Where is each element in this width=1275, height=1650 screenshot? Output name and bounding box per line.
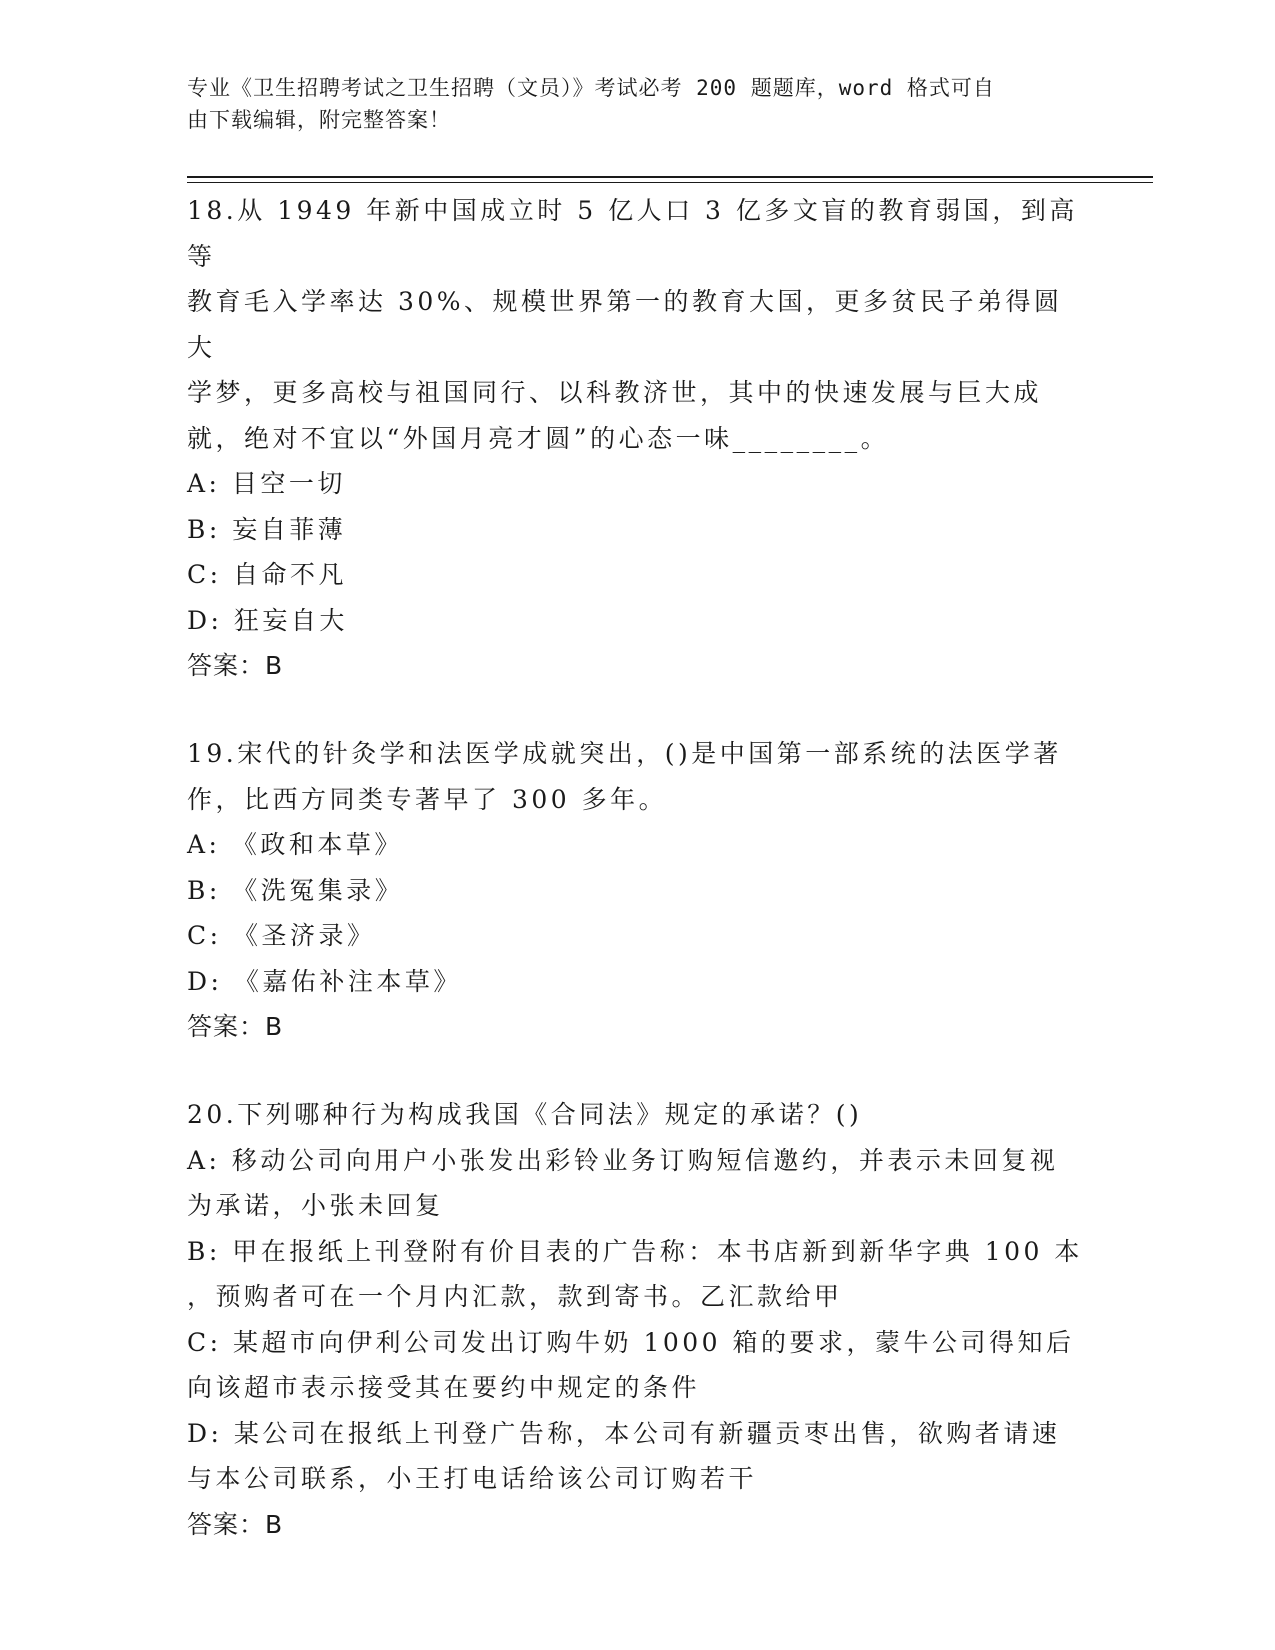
answer-line: 答案：B	[187, 1012, 284, 1041]
question-20	[187, 1092, 1087, 1548]
question-stem-line: 教育毛入学率达 30%、规模世界第一的教育大国，更多贫民子弟得圆大	[187, 287, 1063, 362]
question-stem-line: 19.宋代的针灸学和法医学成就突出，()是中国第一部系统的法医学著	[187, 739, 1062, 768]
header-line: 专业《卫生招聘考试之卫生招聘（文员）》考试必考 200 题题库，word 格式可自	[187, 76, 995, 100]
option-c: C: 自命不凡	[187, 560, 347, 589]
option-b: B: 《洗冤集录》	[187, 875, 404, 905]
option-b-continued: ，预购者可在一个月内汇款，款到寄书。乙汇款给甲	[187, 1282, 843, 1311]
document-header	[187, 72, 1067, 136]
option-c: C: 某超市向伊利公司发出订购牛奶 1000 箱的要求，蒙牛公司得知后	[187, 1327, 1075, 1357]
question-stem-line: 就，绝对不宜以“外国月亮才圆”的心态一味________。	[187, 423, 890, 453]
question-18	[187, 188, 1087, 689]
option-b: B: 甲在报纸上刊登附有价目表的广告称：本书店新到新华字典 100 本	[187, 1236, 1083, 1266]
answer-line: 答案：B	[187, 1509, 284, 1539]
option-a: A: 《政和本草》	[187, 830, 403, 859]
question-19	[187, 731, 1087, 1050]
option-a: A: 移动公司向用户小张发出彩铃业务订购短信邀约，并表示未回复视	[187, 1145, 1059, 1175]
question-stem-line: 18.从 1949 年新中国成立时 5 亿人口 3 亿多文盲的教育弱国，到高等	[187, 196, 1078, 271]
option-a-continued: 为承诺，小张未回复	[187, 1191, 444, 1220]
question-list	[187, 188, 1087, 1548]
question-gap	[187, 1050, 1087, 1092]
question-stem-line: 20.下列哪种行为构成我国《合同法》规定的承诺？()	[187, 1100, 863, 1129]
question-stem-line: 作，比西方同类专著早了 300 多年。	[187, 784, 668, 814]
option-c-continued: 向该超市表示接受其在要约中规定的条件	[187, 1373, 701, 1402]
option-c: C: 《圣济录》	[187, 921, 376, 950]
option-a: A: 目空一切	[187, 469, 346, 498]
answer-line: 答案：B	[187, 651, 284, 680]
option-d: D: 《嘉佑补注本草》	[187, 966, 462, 996]
option-d: D: 某公司在报纸上刊登广告称，本公司有新疆贡枣出售，欲购者请速	[187, 1418, 1061, 1448]
question-stem-line: 学梦，更多高校与祖国同行、以科教济世，其中的快速发展与巨大成	[187, 378, 1043, 407]
header-rule-thin	[187, 182, 1153, 183]
header-rule	[187, 176, 1153, 178]
header-line: 由下载编辑，附完整答案！	[187, 108, 451, 132]
option-d-continued: 与本公司联系，小王打电话给该公司订购若干	[187, 1464, 758, 1493]
question-gap	[187, 689, 1087, 731]
option-b: B: 妄自菲薄	[187, 514, 347, 544]
option-d: D: 狂妄自大	[187, 605, 348, 635]
